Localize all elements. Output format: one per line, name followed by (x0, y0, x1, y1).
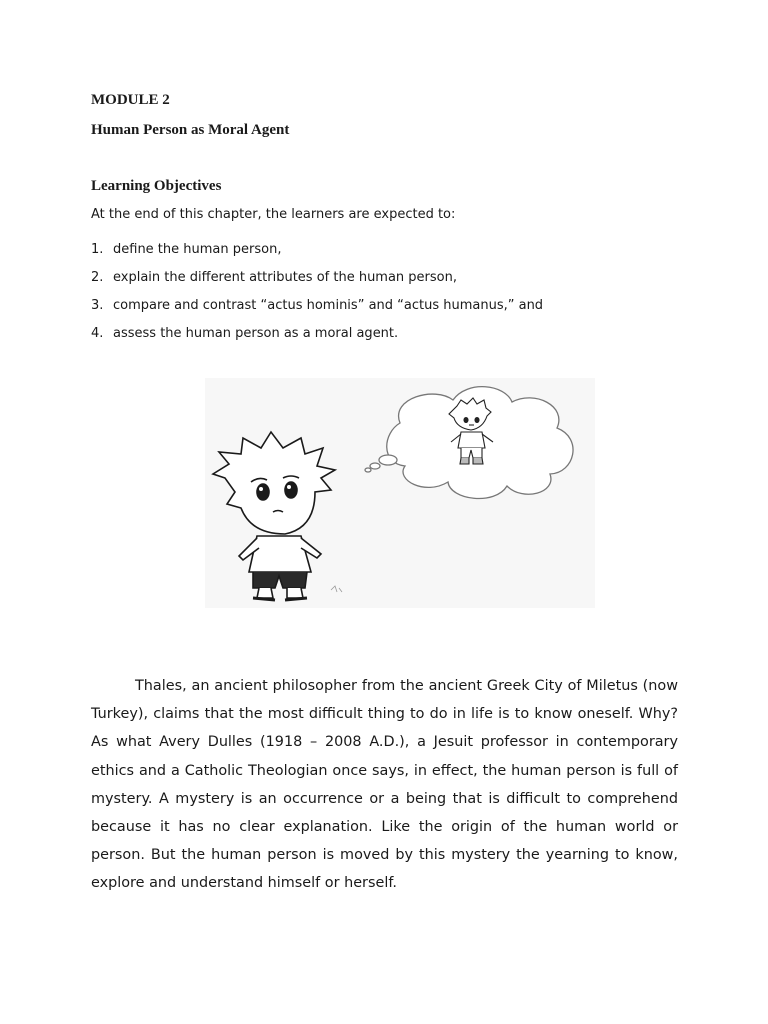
list-item-number: 1. (91, 241, 104, 257)
list-item-text: assess the human person as a moral agent. (113, 325, 399, 341)
objectives-heading: Learning Objectives (91, 178, 222, 194)
list-item (91, 319, 543, 347)
body-paragraph-text: Thales, an ancient philosopher from the ancient Greek City of Miletus (now Turkey), claims that the most difficult thing to do in life is to know oneself. Why? As what Avery Dulles (1918 – 2008 A.D.), a Jesuit professor in contemporary ethics and a Catholic Theologian once says, in effect, the human person is full of mystery. A mystery is an occurrence or a being that is difficult to comprehend because it has no clear explanation. Like the origin of the human world or person. But the human person is moved by this mystery the yearning to know, explore and understand himself or herself. (91, 678, 678, 892)
module-title: Human Person as Moral Agent (91, 122, 290, 138)
boy-thinking-about-himself-illustration (205, 378, 595, 608)
list-item-number: 2. (91, 269, 104, 285)
list-item-text: define the human person, (113, 241, 282, 257)
list-item (91, 263, 543, 291)
list-item-number: 3. (91, 297, 104, 313)
list-item (91, 235, 543, 263)
list-item-text: compare and contrast “actus hominis” and “actus humanus,” and (113, 297, 544, 313)
list-item (91, 291, 543, 319)
list-item-text: explain the different attributes of the human person, (113, 269, 457, 285)
module-label: MODULE 2 (91, 92, 170, 108)
objectives-intro: At the end of this chapter, the learners are expected to: (91, 207, 456, 222)
body-paragraph (91, 672, 678, 898)
objectives-list (91, 235, 543, 347)
list-item-number: 4. (91, 325, 104, 341)
